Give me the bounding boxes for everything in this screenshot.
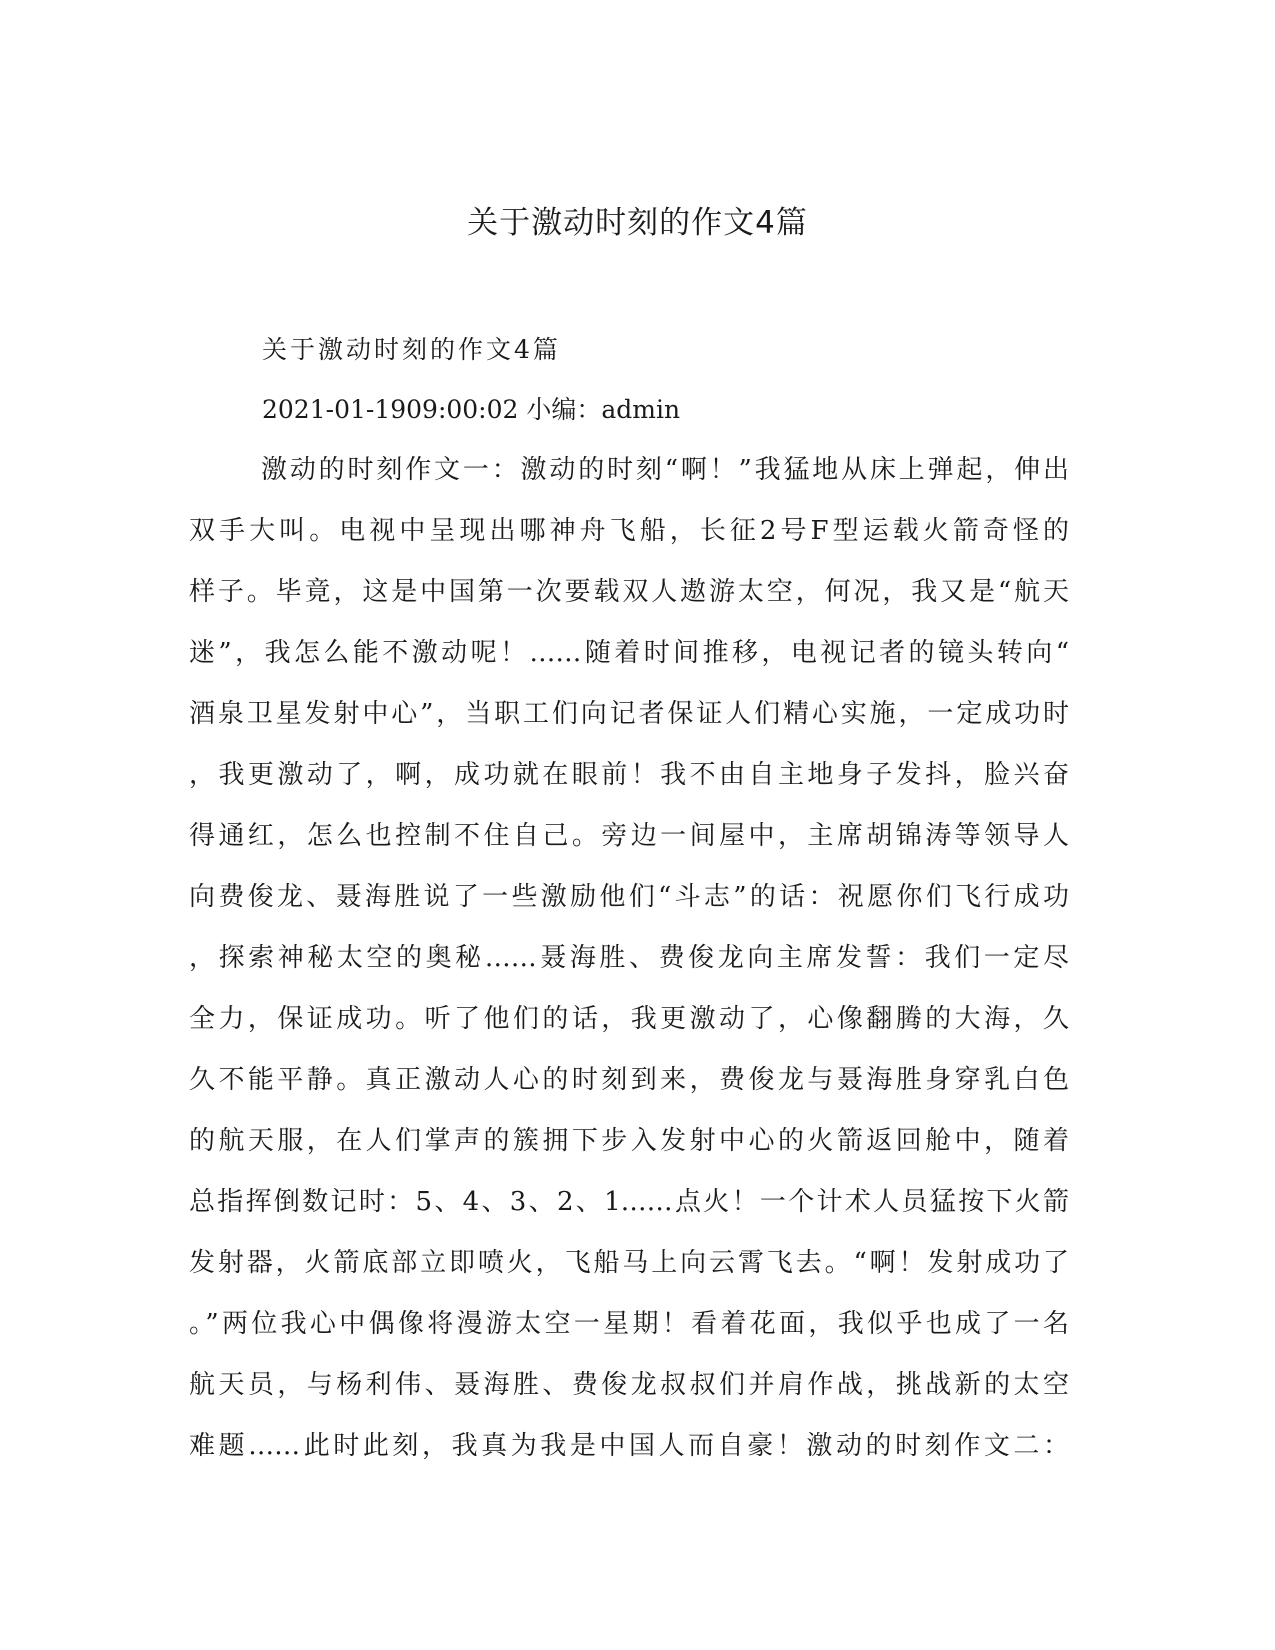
body-line: 总指挥倒数记时：5、4、3、2、1……点火！一个计术人员猛按下火箭: [189, 1187, 1069, 1217]
date-author-line: 2021-01-1909:00:02 小编：admin: [262, 395, 681, 424]
body-line: 。”两位我心中偶像将漫游太空一星期！看着花面，我似乎也成了一名: [189, 1309, 1069, 1339]
body-line: 激动的时刻作文一：激动的时刻“啊！”我猛地从床上弹起，伸出: [261, 455, 1069, 485]
body-line: 发射器，火箭底部立即喷火，飞船马上向云霄飞去。“啊！发射成功了: [189, 1248, 1069, 1278]
body-line: 得通红，怎么也控制不住自己。旁边一间屋中，主席胡锦涛等领导人: [189, 821, 1069, 851]
body-line: 难题……此时此刻，我真为我是中国人而自豪！激动的时刻作文二：: [189, 1431, 1069, 1461]
body-line: 全力，保证成功。听了他们的话，我更激动了，心像翻腾的大海，久: [189, 1004, 1069, 1034]
body-line: 向费俊龙、聂海胜说了一些激励他们“斗志”的话：祝愿你们飞行成功: [189, 882, 1069, 912]
body-line: 迷”，我怎么能不激动呢！……随着时间推移，电视记者的镜头转向“: [189, 638, 1069, 668]
body-line: ，我更激动了，啊，成功就在眼前！我不由自主地身子发抖，脸兴奋: [189, 760, 1069, 790]
body-line: 酒泉卫星发射中心”，当职工们向记者保证人们精心实施，一定成功时: [189, 699, 1069, 729]
body-line: 样子。毕竟，这是中国第一次要载双人遨游太空，何况，我又是“航天: [189, 577, 1069, 607]
body-line: 久不能平静。真正激动人心的时刻到来，费俊龙与聂海胜身穿乳白色: [189, 1065, 1069, 1095]
body-line: 航天员，与杨利伟、聂海胜、费俊龙叔叔们并肩作战，挑战新的太空: [189, 1370, 1069, 1400]
body-line: 双手大叫。电视中呈现出哪神舟飞船，长征2号F型运载火箭奇怪的: [189, 516, 1069, 546]
document-body: [189, 440, 1069, 1477]
document-subtitle: 关于激动时刻的作文4篇: [262, 335, 561, 364]
body-line: 的航天服，在人们掌声的簇拥下步入发射中心的火箭返回舱中，随着: [189, 1126, 1069, 1156]
document-title: 关于激动时刻的作文4篇: [467, 205, 808, 241]
body-line: ，探索神秘太空的奥秘……聂海胜、费俊龙向主席发誓：我们一定尽: [189, 943, 1069, 973]
